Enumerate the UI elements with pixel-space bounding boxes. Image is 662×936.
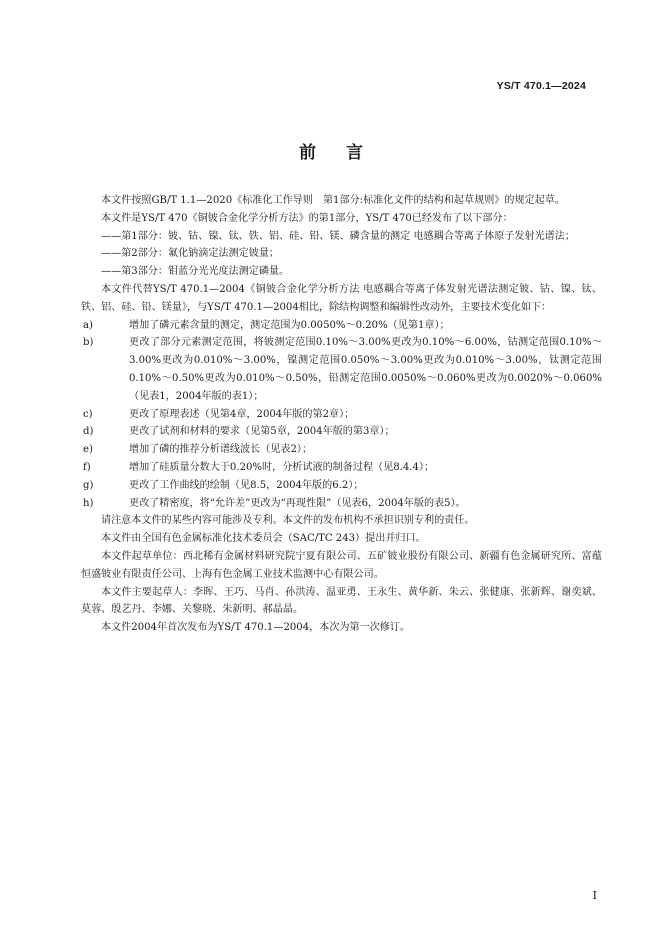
list-text: 更改了部分元素测定范围，将铍测定范围0.10%～3.00%更改为0.10%～6.00%，钴测定范围0.10%～3.00%更改为0.010%～3.00%，镍测定范围0.050%～3.00%更改为0.010%～3.00%，钛测定范围0.10%～0.50%更改为0.010%～0.50%，铅测定范围0.0050%～0.060%更改为0.0020%～0.060%（见表1，2004年版的表1）； — [129, 337, 602, 402]
list-marker: d) — [83, 426, 94, 438]
list-item — [81, 334, 602, 405]
list-item — [81, 441, 602, 459]
paragraph: 本文件由全国有色金属标准化技术委员会（SAC/TC 243）提出并归口。 — [101, 533, 426, 545]
list-text: 更改了工作曲线的绘制（见8.5，2004年版的6.2）； — [129, 479, 364, 491]
paragraph: 本文件主要起草人：李晖、王巧、马肖、孙洪涛、温亚勇、王永生、黄华新、朱云、张健康、张新辉、谢奕斌、莫蓉、殷艺丹、李娜、关黎晓、朱新明、郝晶晶。 — [81, 586, 602, 616]
list-text: 更改了试剂和材料的要求（见第5章，2004年版的第3章）； — [129, 426, 395, 438]
list-text: 增加了磷元素含量的测定，测定范围为0.0050%～0.20%（见第1章）； — [129, 319, 450, 331]
list-marker: g) — [83, 479, 94, 491]
list-text: 增加了硅质量分数大于0.20%时，分析试液的制备过程（见8.4.4）； — [129, 461, 435, 473]
page-number: I — [592, 889, 597, 902]
paragraph: 本文件是YS/T 470《铜铍合金化学分析方法》的第1部分，YS/T 470已经发布了以下部分： — [101, 212, 513, 224]
paragraph: 本文件2004年首次发布为YS/T 470.1—2004，本次为第一次修订。 — [101, 622, 411, 634]
changes-list — [81, 317, 602, 513]
paragraph: 本文件按照GB/T 1.1—2020《标准化工作导则 第1部分:标准化文件的结构和起草规则》的规定起草。 — [101, 195, 565, 206]
list-marker: b) — [83, 337, 94, 349]
list-marker: h) — [83, 497, 94, 509]
standard-code: YS/T 470.1—2024 — [496, 80, 586, 92]
list-item — [81, 459, 602, 477]
list-item — [81, 406, 602, 424]
list-marker: c) — [83, 408, 93, 420]
list-item — [81, 495, 602, 513]
list-marker: f) — [83, 461, 91, 473]
list-text: 更改了精密度，将“允许差”更改为“再现性限”（见表6，2004年版的表5）。 — [129, 497, 466, 509]
list-item — [81, 317, 602, 335]
list-item — [81, 477, 602, 495]
list-marker: a) — [83, 319, 93, 331]
list-text: 更改了原理表述（见第4章，2004年版的第2章）； — [129, 408, 355, 420]
list-text: 增加了磷的推荐分析谱线波长（见表2）； — [129, 444, 313, 456]
list-marker: e) — [83, 444, 93, 456]
paragraph: 本文件代替YS/T 470.1—2004《铜铍合金化学分析方法 电感耦合等离子体发射光谱法测定铍、钴、镍、钛、铁、铝、硅、铅、镁量》，与YS/T 470.1—2004相比，除结构调整和编辑性改动外，主要技术变化如下： — [81, 283, 602, 313]
document-body — [81, 192, 602, 637]
paragraph: 请注意本文件的某些内容可能涉及专利。本文件的发布机构不承担识别专利的责任。 — [101, 515, 475, 527]
page-title: 前言 — [299, 143, 393, 163]
part-item: ——第1部分：铍、钴、镍、钛、铁、铝、硅、铅、镁、磷含量的测定 电感耦合等离子体原子发射光谱法； — [101, 230, 575, 242]
list-item — [81, 423, 602, 441]
part-item: ——第2部分：氟化钠滴定法测定铍量； — [101, 248, 280, 260]
paragraph: 本文件起草单位：西北稀有金属材料研究院宁夏有限公司、五矿铍业股份有限公司、新疆有色金属研究所、富蕴恒盛铍业有限责任公司、上海有色金属工业技术监测中心有限公司。 — [81, 550, 602, 580]
part-item: ——第3部分：钼蓝分光光度法测定磷量。 — [101, 266, 290, 278]
